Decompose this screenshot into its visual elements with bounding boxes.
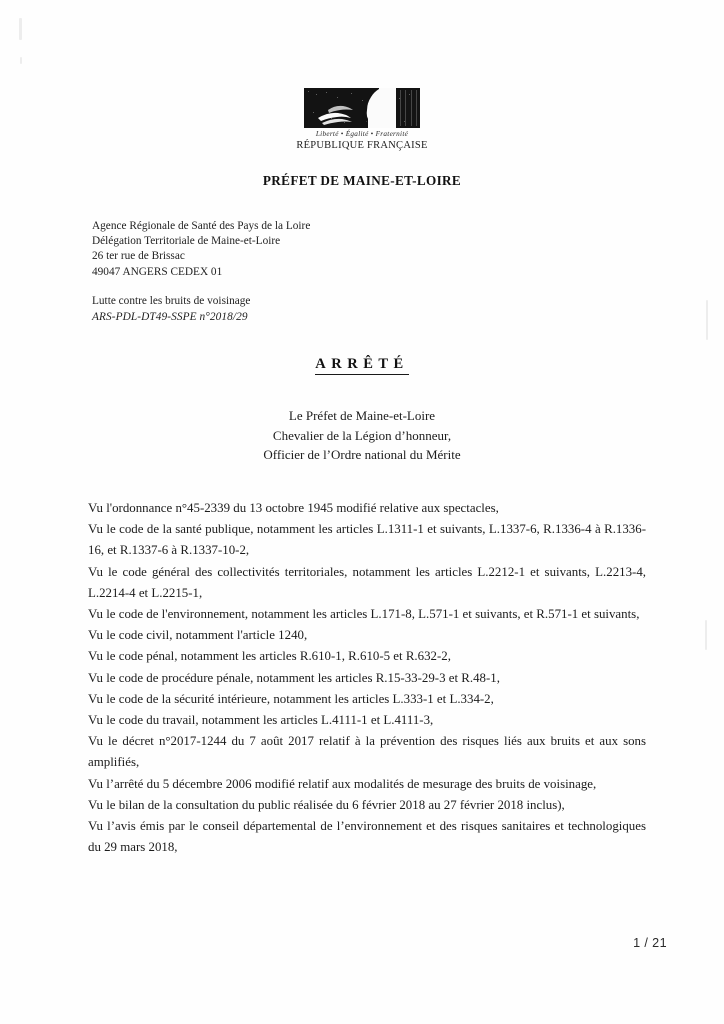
marianne-republique-francaise-logo [304,88,420,128]
page-title: PRÉFET DE MAINE-ET-LOIRE [262,173,462,188]
arrete-heading-text: ARRÊTÉ [315,356,408,375]
scan-artifact [20,57,22,64]
agency-address-block [92,219,310,280]
vu-clause: Vu le code général des collectivités territoriales, notamment les articles L.2212-1 et suivants, L.2213-4, L.2214-4 et L.2215-1, [88,564,646,600]
vu-clause: Vu le code de procédure pénale, notamment les articles R.15-33-29-3 et R.48-1, [88,670,500,685]
letterhead-logo-block [0,88,724,152]
signatory-line-prefet: Le Préfet de Maine-et-Loire [288,408,436,423]
address-line-city: 49047 ANGERS CEDEX 01 [92,265,223,278]
republique-francaise-label: RÉPUBLIQUE FRANÇAISE [296,140,428,151]
address-line-delegation: Délégation Territoriale de Maine-et-Loire [92,235,281,248]
arrete-heading [0,355,724,373]
document-subject: Lutte contre les bruits de voisinage [92,295,251,307]
vu-clause: Vu le code de la santé publique, notamment les articles L.1311-1 et suivants, L.1337-6, R.1336-4 à R.1336-16, et R.1337-6 à R.1337-10-2, [88,522,646,558]
scan-artifact [19,18,22,40]
vu-clause: Vu le code de la sécurité intérieure, notamment les articles L.333-1 et L.334-2, [88,691,494,706]
vu-clause: Vu l’arrêté du 5 décembre 2006 modifié relatif aux modalités de mesurage des bruits de voisinage, [88,776,597,791]
republic-motto: Liberté • Égalité • Fraternité [315,130,409,138]
vu-clause: Vu le code pénal, notamment les articles R.610-1, R.610-5 et R.632-2, [88,649,451,664]
address-line-street: 26 ter rue de Brissac [92,250,185,263]
vu-clause: Vu le code de l'environnement, notamment les articles L.171-8, L.571-1 et suivants, et R.571-1 et suivants, [88,607,640,622]
vu-clauses-block [88,498,646,858]
vu-clause: Vu le code civil, notamment l'article 1240, [88,628,308,643]
signatory-line-chevalier: Chevalier de la Légion d’honneur, [272,427,452,443]
scan-artifact [706,300,708,340]
vu-clause: Vu l'ordonnance n°45-2339 du 13 octobre 1945 modifié relative aux spectacles, [88,501,499,515]
document-reference-code: ARS-PDL-DT49-SSPE n°2018/29 [92,310,248,323]
document-reference-block [92,294,250,325]
vu-clause: Vu le décret n°2017-1244 du 7 août 2017 relatif à la prévention des risques liés aux bruits et aux sons amplifiés, [88,734,646,770]
signatory-titles-block [0,406,724,465]
address-line-agency: Agence Régionale de Santé des Pays de la Loire [92,220,311,232]
vu-clause: Vu le code du travail, notamment les articles L.4111-1 et L.4111-3, [88,713,434,728]
page-number-footer: 1 / 21 [633,936,667,950]
vu-clause: Vu le bilan de la consultation du public réalisée du 6 février 2018 au 27 février 2018 inclus), [88,797,565,812]
signatory-line-officier: Officier de l’Ordre national du Mérite [263,447,461,462]
vu-clause: Vu l’avis émis par le conseil départemental de l’environnement et des risques sanitaires et technologiques du 29 mars 2018, [88,819,646,855]
scan-artifact [705,620,707,650]
